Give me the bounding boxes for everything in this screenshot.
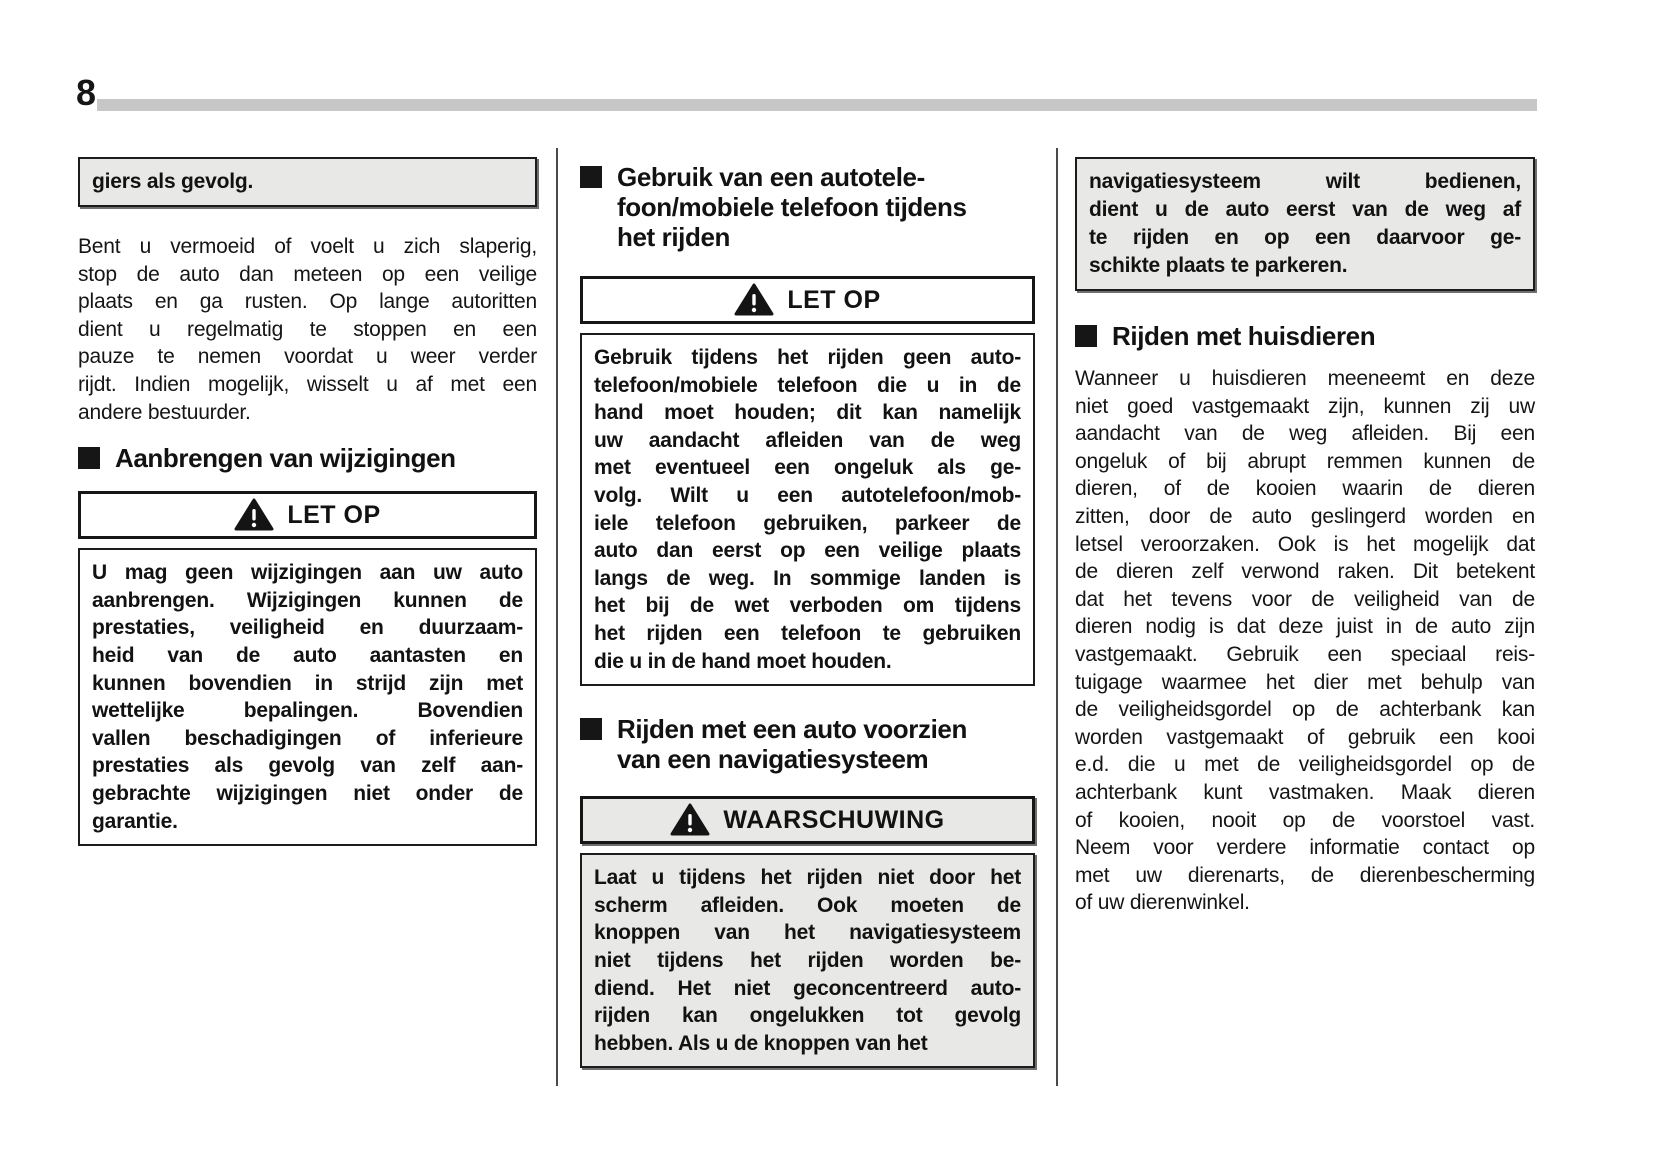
caution-title-box	[78, 491, 537, 539]
caution-body-box: U mag geen wijzigingen aan uw auto aanbrengen. Wijzigingen kunnen de prestaties, veiligheid en duurzaam- heid van de auto aantasten en kunnen bovendien in strijd zijn met wettelijke bepalingen. Bovendien vallen beschadigingen of inferieure prestaties als gevolg van zelf aan- gebrachte wijzigingen niet onder de garantie.	[78, 548, 537, 846]
carryover-warning-box: giers als gevolg.	[78, 157, 537, 207]
warning-title-box	[580, 796, 1035, 844]
warning-triangle-icon	[734, 283, 774, 317]
pets-paragraph: Wanneer u huisdieren meeneemt en deze niet goed vastgemaakt zijn, kunnen zij uw aandacht van de weg afleiden. Bij een ongeluk of bij abrupt remmen kunnen de dieren, of de kooien waarin de dieren zitten, door de auto geslingerd worden en letsel veroorzaken. Ook is het mogelijk dat de dieren zelf verwond raken. Dit betekent dat het tevens voor de veiligheid van de dieren nodig is dat deze juist in de auto zijn vastgemaakt. Gebruik een speciaal reis- tuigage waarmee het dier met behulp van de veiligheidsgordel op de achterbank kan worden vastgemaakt of gebruik een kooi e.d. die u met de veiligheidsgordel op de achterbank kunt vastmaken. Maak dieren of kooien, nooit op de voorstoel vast. Neem voor verdere informatie contact op met uw dierenarts, de dierenbescherming of uw dierenwinkel.	[1075, 367, 1535, 915]
column-divider	[556, 148, 558, 1086]
section-heading-text: Rijden met huisdieren	[1112, 321, 1376, 351]
section-heading-navigation	[580, 714, 1035, 774]
square-bullet-icon	[580, 718, 602, 740]
section-heading-text: Gebruik van een autotele- foon/mobiele telefoon tijdens het rijden	[617, 162, 967, 252]
warning-title: WAARSCHUWING	[723, 805, 945, 834]
square-bullet-icon	[580, 166, 602, 188]
caution-title-box	[580, 276, 1035, 324]
warning-triangle-icon	[670, 803, 710, 837]
warning-triangle-icon	[234, 498, 274, 532]
middle-column	[580, 0, 1035, 1068]
section-heading-text: Rijden met een auto voorzien van een navigatiesysteem	[617, 714, 967, 775]
caution-title: LET OP	[287, 500, 381, 529]
square-bullet-icon	[78, 447, 100, 469]
section-heading-pets	[1075, 321, 1535, 351]
column-divider	[1056, 148, 1058, 1086]
fatigue-paragraph: Bent u vermoeid of voelt u zich slaperig, stop de auto dan meteen op een veilige plaats en ga rusten. Op lange autoritten dient u regelmatig te stoppen en een pauze te nemen voordat u weer verder rijdt. Indien mogelijk, wisselt u af met een andere bestuurder.	[78, 235, 537, 424]
warning-carryover-box: navigatiesysteem wilt bedienen, dient u de auto eerst van de weg af te rijden en op een daarvoor ge- schikte plaats te parkeren.	[1075, 157, 1535, 291]
warning-body-box: Laat u tijdens het rijden niet door het scherm afleiden. Ook moeten de knoppen van het navigatiesysteem niet tijdens het rijden worden be- diend. Het niet geconcentreerd auto- rijden kan ongelukken tot gevolg hebben. Als u de knoppen van het	[580, 853, 1035, 1068]
section-heading-modifications	[78, 443, 537, 473]
right-column	[1075, 0, 1535, 917]
caution-title: LET OP	[787, 285, 881, 314]
caution-body-box: Gebruik tijdens het rijden geen auto- telefoon/mobiele telefoon die u in de hand moet houden; dit kan namelijk uw aandacht afleiden van de weg met eventueel een ongeluk als ge- volg. Wilt u een autotelefoon/mob- iele telefoon gebruiken, parkeer de auto dan eerst op een veilige plaats langs de weg. In sommige landen is het bij de wet verboden om tijdens het rijden een telefoon te gebruiken die u in de hand moet houden.	[580, 333, 1035, 686]
square-bullet-icon	[1075, 325, 1097, 347]
section-heading-text: Aanbrengen van wijzigingen	[115, 443, 456, 474]
left-column	[78, 0, 537, 846]
section-heading-phone	[580, 162, 1035, 252]
page-number: 8	[76, 72, 96, 113]
